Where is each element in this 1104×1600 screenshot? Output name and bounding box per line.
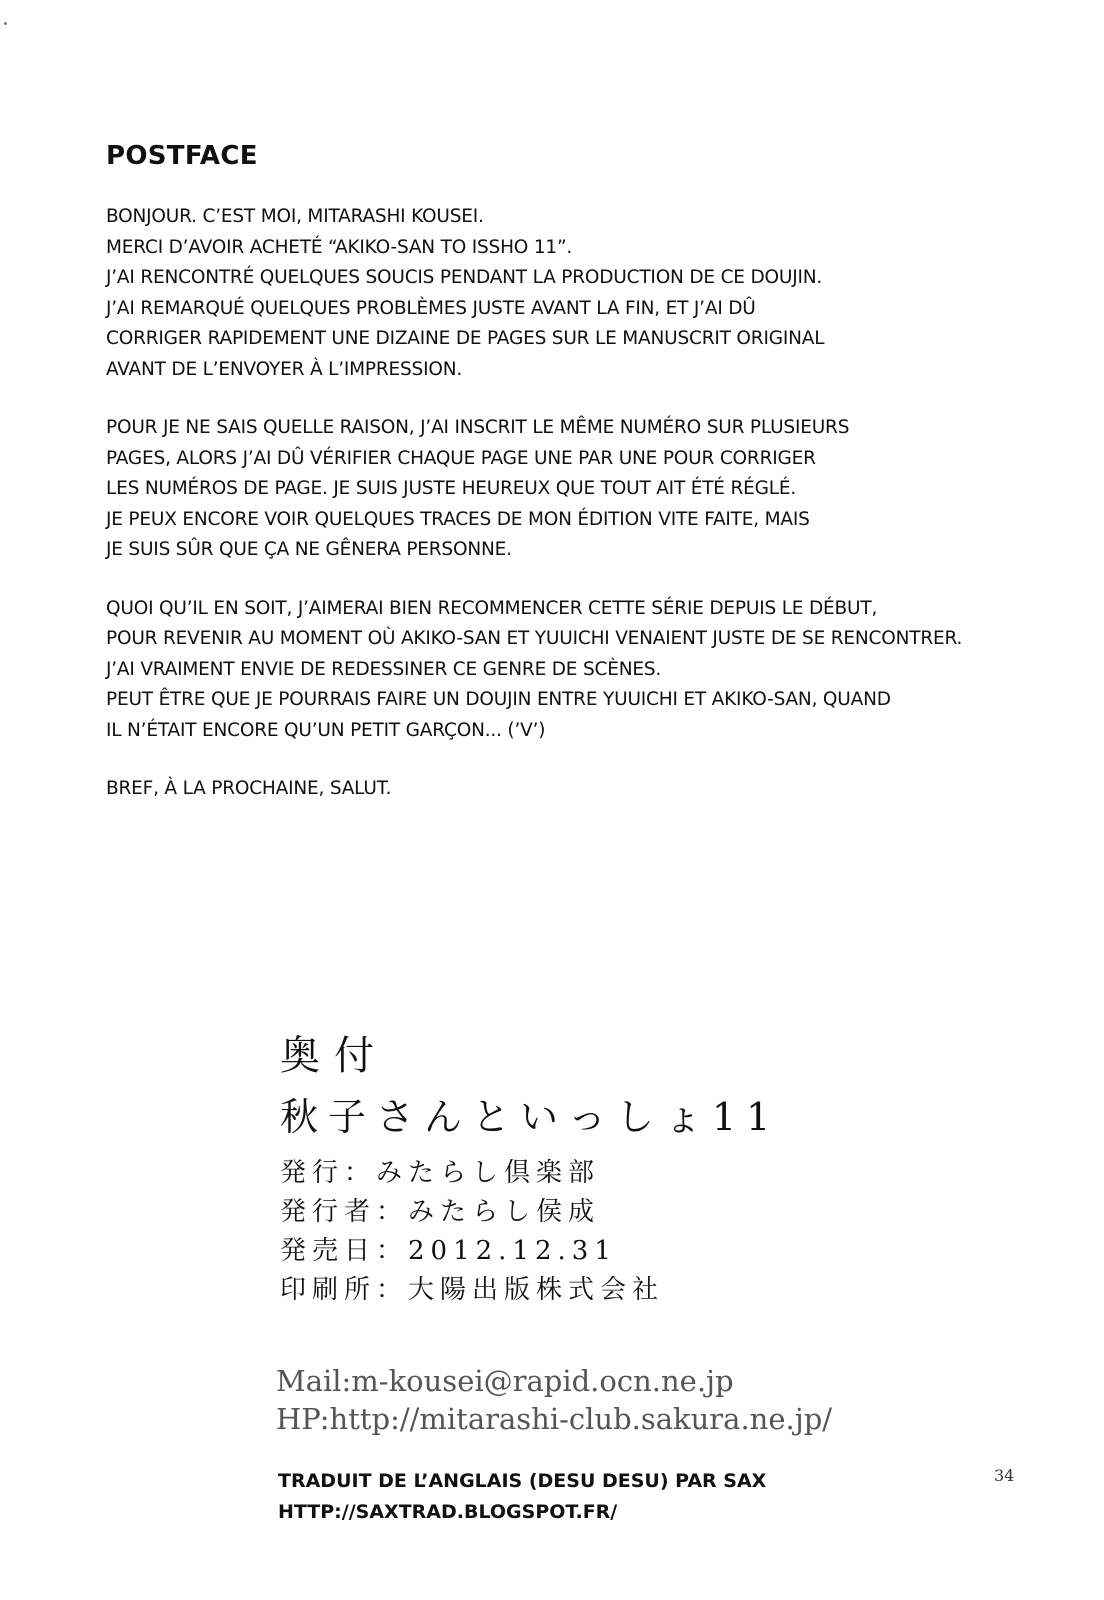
colophon-book-title: 秋子さんといっしょ11 xyxy=(280,1095,781,1139)
colophon xyxy=(280,1030,880,1310)
translator-url: HTTP://SAXTRAD.BLOGSPOT.FR/ xyxy=(278,1501,618,1523)
postface-line: POUR REVENIR AU MOMENT OÙ AKIKO-SAN ET YUUICHI VENAIENT JUSTE DE SE RENCONTRER. xyxy=(106,628,963,649)
translator-credit: TRADUIT DE L’ANGLAIS (DESU DESU) PAR SAX xyxy=(278,1470,767,1492)
postface-line: CORRIGER RAPIDEMENT UNE DIZAINE DE PAGES SUR LE MANUSCRIT ORIGINAL xyxy=(106,328,825,349)
colophon-heading: 奥付 xyxy=(280,1033,388,1079)
colophon-issuer: 発行者：みたらし侯成 xyxy=(280,1197,601,1227)
postface-line: J’AI REMARQUÉ QUELQUES PROBLÈMES JUSTE AVANT LA FIN, ET J’AI DÛ xyxy=(106,297,756,319)
colophon-publisher: 発行：みたらし倶楽部 xyxy=(280,1158,601,1188)
postface-line: AVANT DE L’ENVOYER À L’IMPRESSION. xyxy=(106,358,463,380)
postface-line: BREF, À LA PROCHAINE, SALUT. xyxy=(106,778,392,799)
postface-line: JE SUIS SÛR QUE ÇA NE GÊNERA PERSONNE. xyxy=(106,539,512,560)
postface-line: QUOI QU’IL EN SOIT, J’AIMERAI BIEN RECOMMENCER CETTE SÉRIE DEPUIS LE DÉBUT, xyxy=(106,597,878,619)
postface-title: POSTFACE xyxy=(106,141,258,171)
colophon-release-date: 発売日：2012.12.31 xyxy=(280,1236,617,1266)
postface-paragraph-4 xyxy=(106,774,1066,805)
page-number: 34 xyxy=(994,1466,1015,1485)
postface-line: BONJOUR. C’EST MOI, MITARASHI KOUSEI. xyxy=(106,206,484,227)
postface-paragraph-3 xyxy=(106,594,1066,747)
contact-info xyxy=(276,1362,1036,1438)
translation-credits xyxy=(278,1466,878,1528)
contact-mail: Mail:m-kousei@rapid.ocn.ne.jp xyxy=(276,1364,734,1398)
postface-line: LES NUMÉROS DE PAGE. JE SUIS JUSTE HEUREUX QUE TOUT AIT ÉTÉ RÉGLÉ. xyxy=(106,478,797,499)
postface-line: MERCI D’AVOIR ACHETÉ “AKIKO-SAN TO ISSHO 11”. xyxy=(106,236,573,258)
postface-line: J’AI RENCONTRÉ QUELQUES SOUCIS PENDANT LA PRODUCTION DE CE DOUJIN. xyxy=(106,267,823,288)
postface-paragraph-1 xyxy=(106,202,1066,385)
postface-line: IL N’ÉTAIT ENCORE QU’UN PETIT GARÇON... (’V’) xyxy=(106,719,546,741)
postface-line: POUR JE NE SAIS QUELLE RAISON, J’AI INSCRIT LE MÊME NUMÉRO SUR PLUSIEURS xyxy=(106,417,850,438)
contact-homepage: HP:http://mitarashi-club.sakura.ne.jp/ xyxy=(276,1402,833,1436)
colophon-printer: 印刷所：大陽出版株式会社 xyxy=(280,1275,665,1305)
postface-line: JE PEUX ENCORE VOIR QUELQUES TRACES DE MON ÉDITION VITE FAITE, MAIS xyxy=(106,508,810,530)
postface-line: PAGES, ALORS J’AI DÛ VÉRIFIER CHAQUE PAGE UNE PAR UNE POUR CORRIGER xyxy=(106,447,816,469)
scan-speck xyxy=(4,22,7,25)
postface-line: J’AI VRAIMENT ENVIE DE REDESSINER CE GENRE DE SCÈNES. xyxy=(106,658,662,680)
postface-line: PEUT ÊTRE QUE JE POURRAIS FAIRE UN DOUJIN ENTRE YUUICHI ET AKIKO-SAN, QUAND xyxy=(106,689,891,710)
postface-section xyxy=(106,140,1066,833)
postface-paragraph-2 xyxy=(106,413,1066,566)
